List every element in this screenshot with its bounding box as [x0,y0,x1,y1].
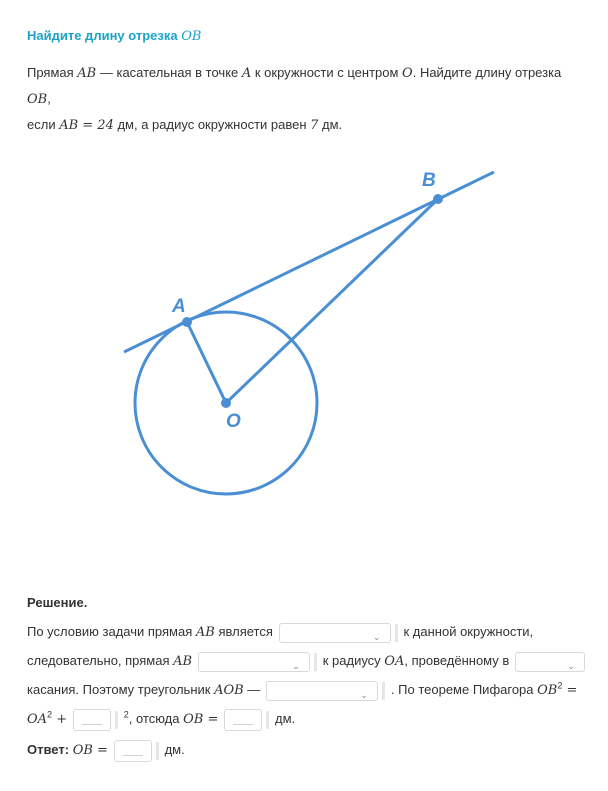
unit-text: дм. [164,742,185,757]
problem-statement [27,60,577,138]
point-o [221,398,231,408]
task-title [27,28,201,44]
radius-oa [187,322,226,403]
math-equals: = [92,743,108,758]
label-b: B [422,170,436,191]
solution-text: , отсюда [128,711,184,726]
math-ob: OB [537,683,558,698]
problem-text: Прямая [27,65,78,80]
label-o: O [226,411,241,432]
chevron-down-icon: ⌄ [292,661,300,672]
task-title-text: Найдите длину отрезка [27,28,182,43]
problem-text: дм, а радиус окружности равен [113,117,311,132]
math-aob: AOB [214,683,244,698]
exponent: 2 [123,709,129,720]
solution-line-2 [27,650,587,672]
exponent: 2 [557,680,563,691]
math-ab: AB [77,66,97,81]
solution-line-1 [27,621,533,643]
math-oa: OA [384,654,405,669]
math-ab: AB [195,625,215,640]
solution-text: является [214,624,273,639]
separator [382,682,385,700]
solution-line-3 [27,679,577,701]
math-equals: = [203,712,219,727]
answer-input[interactable] [114,740,152,762]
ob-input[interactable] [224,709,262,731]
math-ob: OB [27,92,48,107]
problem-text: , [47,91,51,106]
answer-label: Ответ: [27,742,70,757]
exponent: 2 [47,709,53,720]
separator [115,711,118,729]
problem-text: . Найдите длину отрезка [412,65,562,80]
solution-text: По условию задачи прямая [27,624,196,639]
separator [395,624,398,642]
solution-text: к данной окружности, [403,624,534,639]
relation-dropdown-1[interactable] [279,623,391,643]
solution-text: следовательно, прямая [27,653,174,668]
math-ab: AB [173,654,193,669]
task-title-segment: OB [181,29,202,44]
solution-text: , проведённому в [404,653,510,668]
solution-text: — [243,682,261,697]
problem-text: к окружности с центром [251,65,403,80]
solution-line-4 [27,708,295,730]
math-radius: 7 [310,118,319,133]
separator [156,742,159,760]
label-a: A [172,296,186,317]
separator [314,653,317,671]
solution-text: . По теореме Пифагора [390,682,538,697]
unit-text: дм. [274,711,296,726]
math-ob: OB [183,712,204,727]
math-o: O [402,66,413,81]
segment-ob [226,199,438,403]
problem-text: дм. [318,117,343,132]
point-dropdown[interactable] [515,652,585,672]
separator [266,711,269,729]
answer-line [27,739,185,761]
side-input[interactable] [73,709,111,731]
chevron-down-icon: ⌄ [372,632,381,643]
solution-heading: Решение. [27,595,88,610]
geometry-figure [0,130,608,530]
chevron-down-icon: ⌄ [360,690,368,701]
math-plus: + [52,712,68,727]
point-a [182,317,192,327]
solution-text: касания. Поэтому треугольник [27,682,215,697]
problem-text: — касательная в точке [96,65,242,80]
chevron-down-icon: ⌄ [567,661,575,672]
relation-dropdown-2[interactable] [198,652,310,672]
math-equals: = [562,683,578,698]
point-b [433,194,443,204]
math-oa: OA [27,712,48,727]
problem-text: если [27,117,60,132]
math-ob: OB [72,743,93,758]
triangle-type-dropdown[interactable] [266,681,378,701]
solution-text: к радиусу [322,653,385,668]
math-a: A [241,66,252,81]
math-ab-equals: AB = 24 [59,118,114,133]
